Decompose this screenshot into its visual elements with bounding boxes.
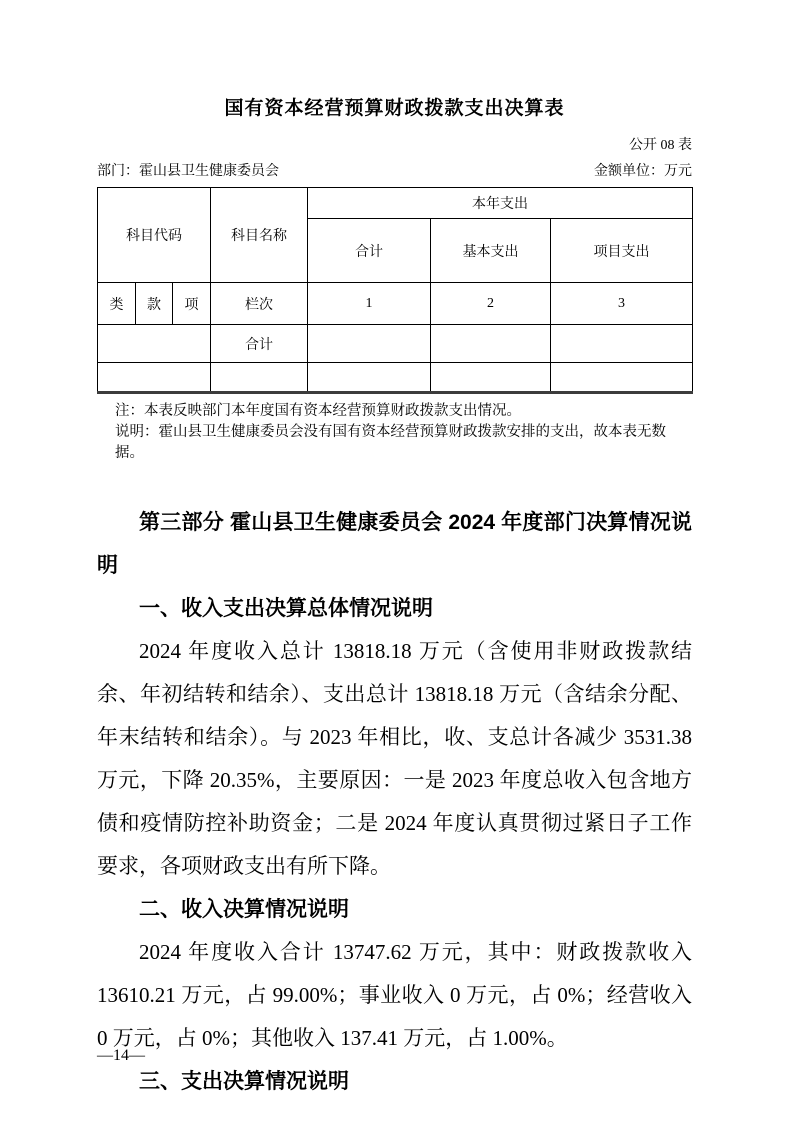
header-subject-name: 科目名称	[211, 188, 308, 283]
section-2-heading: 二、收入决算情况说明	[139, 898, 349, 921]
section-2-paragraph: 2024 年度收入合计 13747.62 万元，其中：财政拨款收入 13610.21 万元，占 99.00%；事业收入 0 万元，占 0%；经营收入 0 万元，占 0%；其他收入 137.41 万元，占 1.00%。	[97, 940, 692, 1050]
page-number: —14—	[97, 1047, 145, 1064]
section-1-paragraph: 2024 年度收入总计 13818.18 万元（含使用非财政拨款结余、年初结转和结余）、支出总计 13818.18 万元（含结余分配、年末结转和结余）。与 2023 年相比，收、支总计各减少 3531.38 万元，下降 20.35%，主要原因：一是 2023 年度总收入包含地方债和疫情防控补助资金；二是 2024 年度认真贯彻过紧日子工作要求，各项财政支出有所下降。	[97, 639, 692, 878]
header-code-item: 项	[173, 283, 211, 325]
table-row-total	[98, 325, 693, 363]
header-total: 合计	[308, 219, 431, 283]
table-row-empty	[98, 363, 693, 393]
table-title: 国有资本经营预算财政拨款支出决算表	[224, 98, 565, 119]
header-basic-expenditure: 基本支出	[431, 219, 551, 283]
row-total-basic	[431, 325, 551, 363]
table-column-index-row	[98, 283, 693, 325]
section-1-heading: 一、收入支出决算总体情况说明	[139, 597, 433, 620]
part3-heading: 第三部分 霍山县卫生健康委员会 2024 年度部门决算情况说明	[97, 511, 692, 577]
header-current-year-expenditure: 本年支出	[308, 188, 693, 219]
header-code-class: 类	[98, 283, 136, 325]
section-3-heading: 三、支出决算情况说明	[139, 1070, 349, 1093]
department-label: 部门：霍山县卫生健康委员会	[97, 164, 279, 179]
amount-unit-label: 金额单位：万元	[594, 164, 692, 179]
row-total-name: 合计	[211, 325, 308, 363]
header-project-expenditure: 项目支出	[551, 219, 693, 283]
table-notes	[97, 401, 692, 464]
column-index-2: 2	[431, 283, 551, 325]
part3-section	[97, 501, 692, 1103]
table-header-row-1	[98, 188, 693, 219]
header-code-section: 款	[136, 283, 173, 325]
row-empty-basic	[431, 363, 551, 393]
row-total-project	[551, 325, 693, 363]
table-note: 注：本表反映部门本年度国有资本经营预算财政拨款支出情况。	[115, 403, 521, 419]
page-content	[97, 0, 692, 1103]
row-empty-name	[211, 363, 308, 393]
row-empty-project	[551, 363, 693, 393]
row-empty-total	[308, 363, 431, 393]
column-index-3: 3	[551, 283, 693, 325]
header-column-label: 栏次	[211, 283, 308, 325]
row-total-total	[308, 325, 431, 363]
column-index-1: 1	[308, 283, 431, 325]
row-empty-code	[98, 363, 211, 393]
expenditure-table	[97, 187, 693, 394]
table-note-explanation: 说明：霍山县卫生健康委员会没有国有资本经营预算财政拨款安排的支出，故本表无数据。	[115, 424, 666, 461]
public-table-number: 公开 08 表	[629, 138, 692, 153]
header-subject-code: 科目代码	[98, 188, 211, 283]
table-meta-row	[97, 163, 692, 181]
row-total-code	[98, 325, 211, 363]
